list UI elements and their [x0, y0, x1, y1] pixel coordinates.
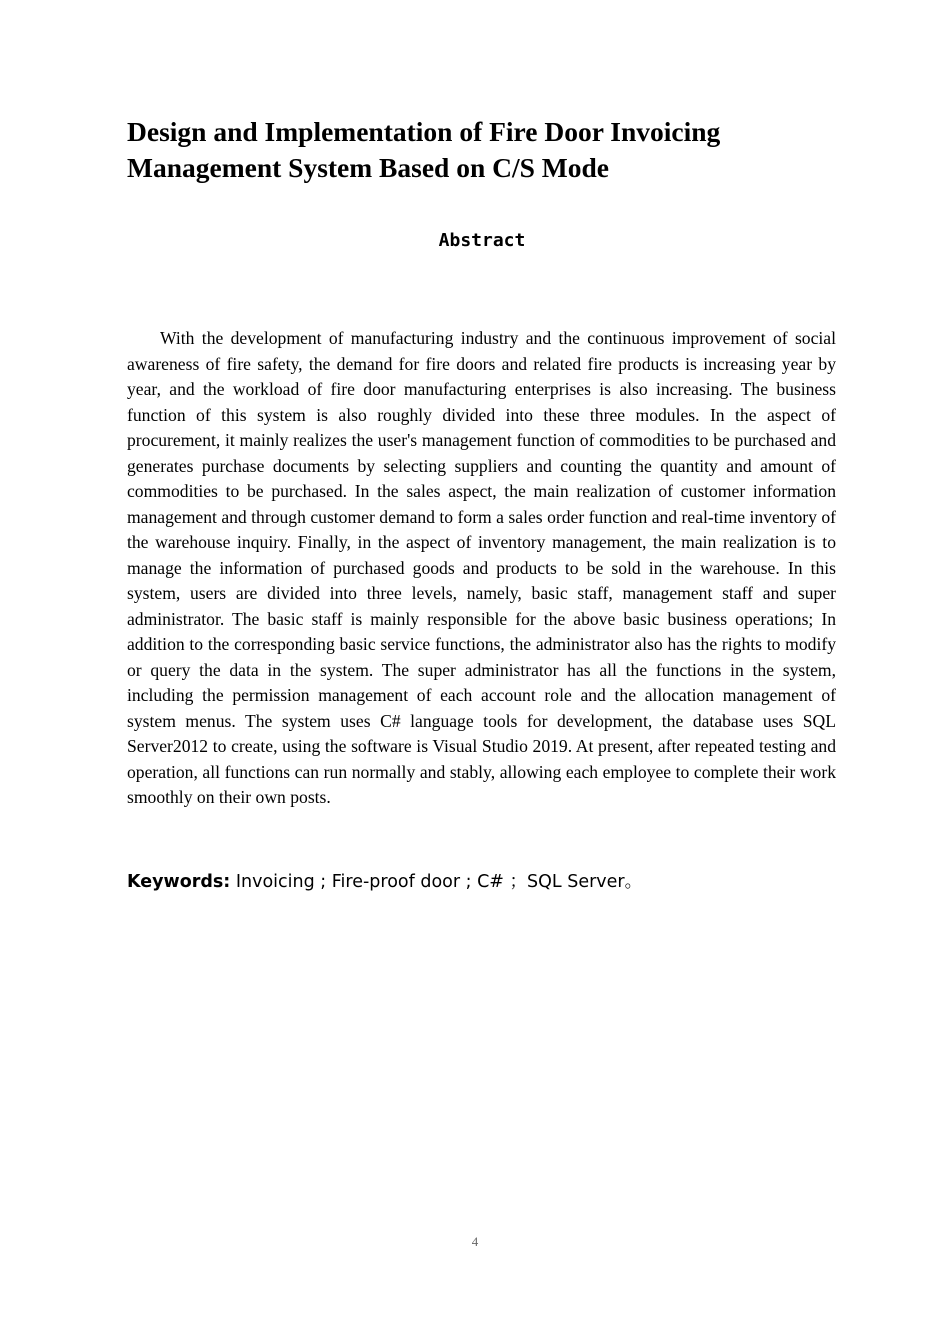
abstract-heading: Abstract	[438, 230, 526, 251]
page-number: 4	[471, 1234, 479, 1249]
document-title: Design and Implementation of Fire Door Invoicing Management System Based on C/S Mode	[127, 116, 721, 183]
abstract-body: With the development of manufacturing industry and the continuous improvement of social awareness of fire safety, the demand for fire doors and related fire products is increasing year by year, and the workload of fire door manufacturing enterprises is also increasing. The business function of this system is also roughly divided into these three modules. In the aspect of procurement, it mainly realizes the user's management function of commodities to be purchased and generates purchase documents by selecting suppliers and counting the quantity and amount of commodities to be purchased. In the sales aspect, the main realization of customer information management and through customer demand to form a sales order function and real-time inventory of the warehouse inquiry. Finally, in the aspect of inventory management, the main realization is to manage the information of purchased goods and products to be sold in the warehouse. In this system, users are divided into three levels, namely, basic staff, management staff and super administrator. The basic staff is mainly responsible for the above basic business operations; In addition to the corresponding basic service functions, the administrator also has the rights to modify or query the data in the system. The super administrator has all the functions in the system, including the permission management of each account role and the allocation management of system menus. The system uses C# language tools for development, the database uses SQL Server2012 to create, using the software is Visual Studio 2019. At present, after repeated testing and operation, all functions can run normally and stably, allowing each employee to complete their work smoothly on their own posts.	[127, 328, 836, 807]
keywords-label: Keywords:	[127, 872, 231, 892]
keywords-value: Invoicing ; Fire-proof door ; C# ；SQL Server。	[230, 872, 643, 892]
keywords-line	[127, 869, 837, 895]
